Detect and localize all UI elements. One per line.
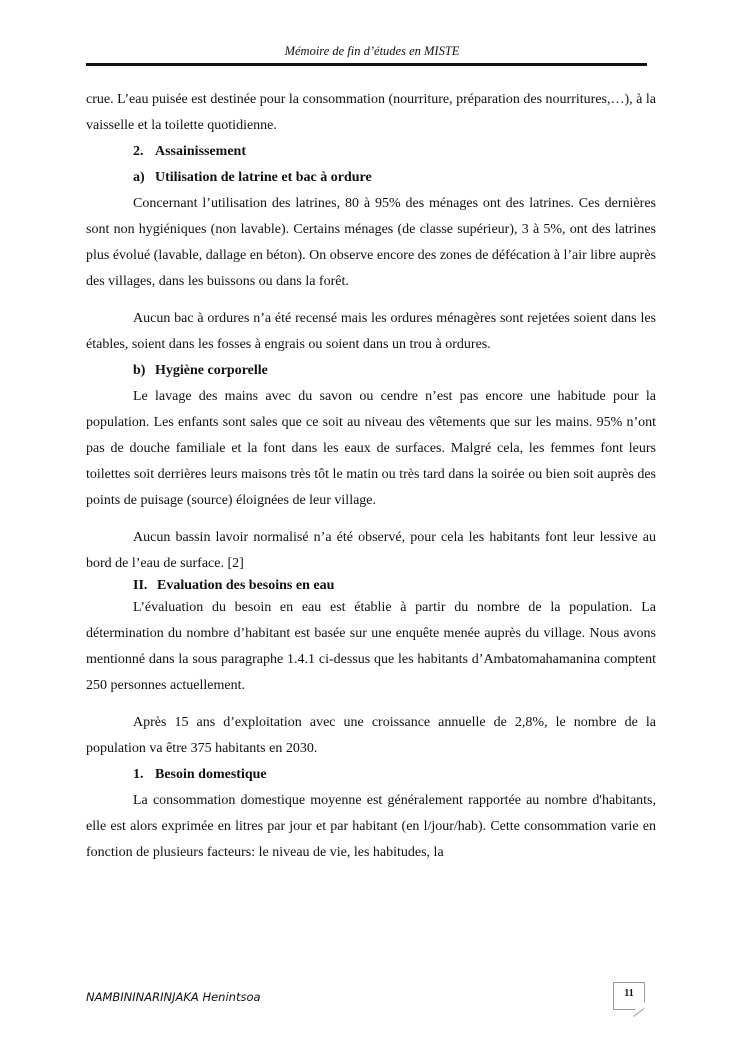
heading-text: Utilisation de latrine et bac à ordure — [155, 170, 372, 185]
paragraph-lavage-mains: Le lavage des mains avec du savon ou cendre n’est pas encore une habitude pour la population. Les enfants sont sales que ce soit au niveau des vêtements que sur les mains. 95% n’ont pas de douche familiale et la font dans les eaux de surfaces. Malgré cela, les femmes font leurs toilettes soit derrières leurs maisons très tôt le matin ou très tard dans la soirée ou bien soit auprès des points de puisage (source) éloignées de leur village. — [86, 389, 656, 508]
paragraph-consommation: La consommation domestique moyenne est généralement rapportée au nombre d'habitants, elle est alors exprimée en litres par jour et par habitant (en l/jour/hab). Cette consommation varie en fonction de plusieurs facteurs: le niveau de vie, les habitudes, la — [86, 793, 656, 860]
heading-number: II. — [133, 578, 148, 593]
paragraph-ordures: Aucun bac à ordures n’a été recensé mais les ordures ménagères sont rejetées soient dans les étables, soient dans les fosses à engrais ou soient dans un trou à ordures. — [86, 311, 656, 352]
heading-latrine — [86, 165, 656, 191]
page-number-box — [613, 982, 645, 1010]
heading-text: Assainissement — [155, 144, 247, 159]
heading-number: b) — [133, 363, 146, 378]
heading-text: Evaluation des besoins en eau — [157, 578, 335, 593]
page-number: 11 — [624, 988, 634, 999]
page-body — [86, 87, 656, 866]
heading-text: Hygiène corporelle — [155, 363, 268, 378]
heading-text: Besoin domestique — [155, 767, 267, 782]
heading-hygiene — [86, 358, 656, 384]
paragraph-bassin-lavoir: Aucun bassin lavoir normalisé n’a été observé, pour cela les habitants font leur lessive au bord de l’eau de surface. [2] — [86, 530, 656, 571]
paragraph-latrines: Concernant l’utilisation des latrines, 80 à 95% des ménages ont des latrines. Ces dernières sont non hygiéniques (non lavable). Certains ménages (de classe supérieur), 3 à 5%, ont des latrines plus évolué (lavable, dallage en béton). On observe encore des zones de défécation à l’air libre auprès des villages, dans les buissons ou dans la forêt. — [86, 196, 656, 289]
paragraph-eau-puisee: crue. L’eau puisée est destinée pour la consommation (nourriture, préparation des nourritures,…), à la vaisselle et la toilette quotidienne. — [86, 92, 656, 133]
paragraph-croissance: Après 15 ans d’exploitation avec une croissance annuelle de 2,8%, le nombre de la population va être 375 habitants en 2030. — [86, 715, 656, 756]
footer-author: NAMBININARINJAKA Henintsoa — [86, 990, 261, 1004]
paragraph-evaluation: L’évaluation du besoin en eau est établie à partir du nombre de la population. La détermination du nombre d’habitant est basée sur une enquête menée auprès du village. Nous avons mentionné dans la sous paragraphe 1.4.1 ci-dessus que les habitants d’Ambatomahamanina comptent 250 personnes actuellement. — [86, 600, 656, 693]
header-rule — [86, 63, 647, 66]
heading-number: 2. — [133, 144, 144, 159]
heading-assainissement — [86, 139, 656, 165]
running-header: Mémoire de fin d’études en MISTE — [284, 44, 460, 58]
heading-number: a) — [133, 170, 145, 185]
heading-number: 1. — [133, 767, 144, 782]
heading-besoin-domestique — [86, 762, 656, 788]
heading-evaluation — [86, 577, 656, 595]
